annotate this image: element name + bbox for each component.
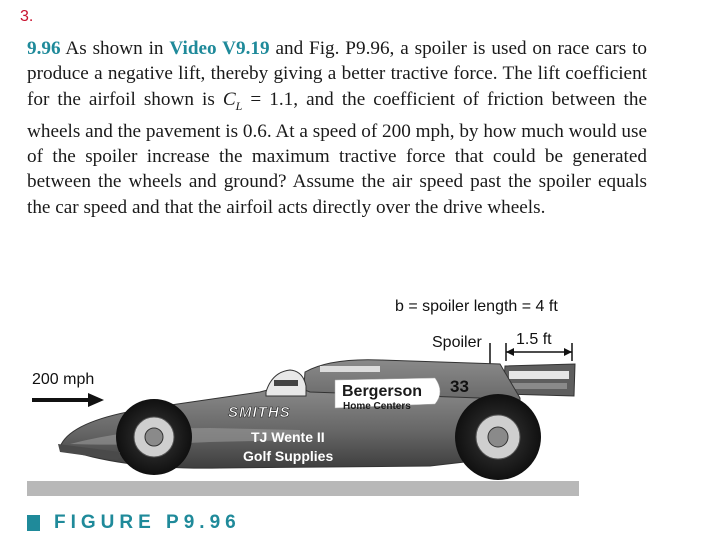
problem-text-part-2: and Fig. P9.96, a spoiler is used on race cars to produce a negative lift, thereby giving a better tractive force. The lift coefficient for the airfoil shown is [27, 38, 647, 110]
problem-text-part-3: = 1.1, and the coefficient of friction between the wheels and the pavement is 0.6. At a speed of 200 mph, by how much would use of the spoiler increase the maximum tractive force that could be generated between the wheels and ground? Assume the air speed past the spoiler equals the car speed and that the airfoil acts directly over the drive wheels. [27, 88, 647, 218]
airflow-arrow-icon [32, 393, 104, 407]
figure-caption [27, 512, 241, 534]
sponsor-name-2-line-2: Golf Supplies [243, 448, 334, 464]
video-reference-link[interactable]: Video V9.19 [169, 38, 270, 59]
spoiler-label: Spoiler [432, 334, 482, 351]
cl-subscript: L [235, 98, 243, 113]
question-number: 3. [20, 8, 34, 25]
spoiler-length-label: b = spoiler length = 4 ft [395, 298, 558, 315]
figure-caption-text: FIGURE P9.96 [54, 512, 241, 533]
side-logo-text: SMITHS [228, 404, 291, 421]
sponsor-name-1: Bergerson [342, 383, 423, 400]
sponsor-name-2-line-1: TJ Wente II [251, 429, 325, 445]
chord-dimension-icon [506, 343, 572, 361]
speed-label: 200 mph [32, 371, 95, 388]
cl-symbol: C [222, 88, 236, 110]
caption-square-icon [27, 515, 40, 531]
chord-length-label: 1.5 ft [516, 331, 552, 348]
car-number: 33 [450, 377, 469, 396]
ground-strip [27, 481, 579, 496]
problem-number: 9.96 [27, 38, 61, 59]
sponsor-name-1-subtitle: Home Centers [343, 401, 411, 412]
problem-text-part-1: As shown in [60, 38, 170, 59]
